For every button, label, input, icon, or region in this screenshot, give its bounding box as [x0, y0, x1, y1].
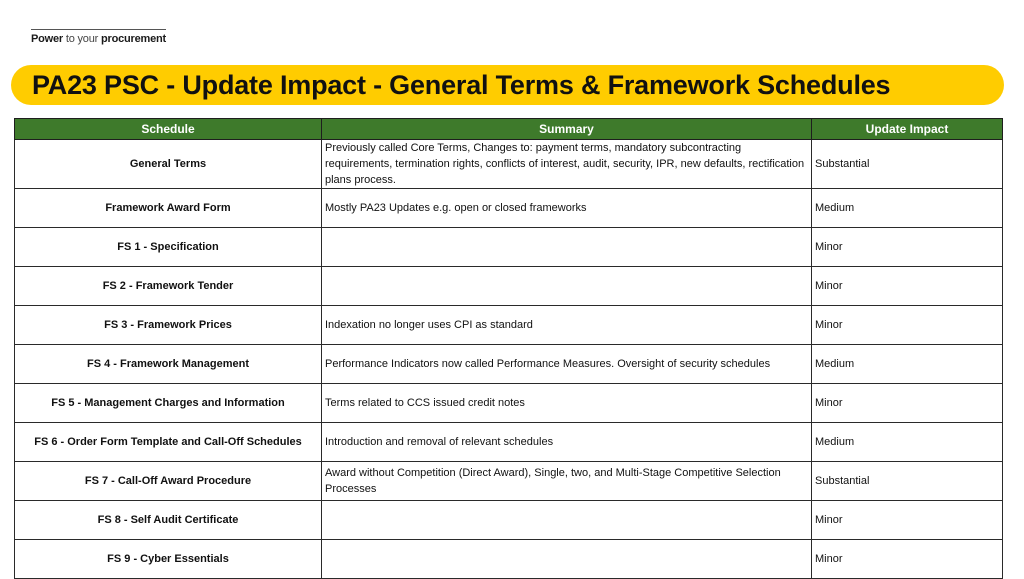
schedule-cell: FS 6 - Order Form Template and Call-Off Schedules	[15, 423, 322, 462]
page-title: PA23 PSC - Update Impact - General Terms & Framework Schedules	[32, 70, 891, 100]
schedule-cell: FS 9 - Cyber Essentials	[15, 540, 322, 579]
table-header-row	[15, 119, 1003, 140]
summary-cell: Indexation no longer uses CPI as standard	[322, 306, 812, 345]
table-row	[15, 423, 1003, 462]
logo	[31, 29, 166, 45]
impact-cell: Minor	[812, 501, 1003, 540]
impact-cell: Medium	[812, 189, 1003, 228]
schedule-cell: FS 1 - Specification	[15, 228, 322, 267]
header-summary: Summary	[322, 119, 812, 140]
table-row	[15, 140, 1003, 189]
logo-power: Power	[31, 33, 64, 45]
impact-cell: Minor	[812, 384, 1003, 423]
summary-cell: Award without Competition (Direct Award), Single, two, and Multi-Stage Competitive Selection Processes	[322, 462, 812, 501]
summary-cell: Performance Indicators now called Performance Measures. Oversight of security schedules	[322, 345, 812, 384]
impact-cell: Substantial	[812, 462, 1003, 501]
schedule-cell: FS 2 - Framework Tender	[15, 267, 322, 306]
schedule-cell: FS 7 - Call-Off Award Procedure	[15, 462, 322, 501]
logo-to-your: to your	[63, 33, 101, 45]
table-row	[15, 306, 1003, 345]
summary-cell: Terms related to CCS issued credit notes	[322, 384, 812, 423]
schedule-cell: General Terms	[15, 140, 322, 189]
table-row	[15, 501, 1003, 540]
header-schedule: Schedule	[15, 119, 322, 140]
summary-cell: Mostly PA23 Updates e.g. open or closed frameworks	[322, 189, 812, 228]
impact-cell: Minor	[812, 228, 1003, 267]
summary-cell	[322, 267, 812, 306]
impact-cell: Minor	[812, 267, 1003, 306]
summary-cell: Introduction and removal of relevant schedules	[322, 423, 812, 462]
summary-cell	[322, 540, 812, 579]
impact-cell: Medium	[812, 345, 1003, 384]
table-row	[15, 384, 1003, 423]
impact-cell: Medium	[812, 423, 1003, 462]
table-row	[15, 228, 1003, 267]
impact-cell: Substantial	[812, 140, 1003, 189]
schedule-cell: FS 5 - Management Charges and Information	[15, 384, 322, 423]
impact-table	[14, 118, 1003, 579]
impact-cell: Minor	[812, 306, 1003, 345]
table-row	[15, 345, 1003, 384]
header-update-impact: Update Impact	[812, 119, 1003, 140]
summary-cell: Previously called Core Terms, Changes to: payment terms, mandatory subcontracting requirements, termination rights, conflicts of interest, audit, security, IPR, new defaults, rectification plans process.	[322, 140, 812, 189]
table-row	[15, 189, 1003, 228]
schedule-cell: FS 8 - Self Audit Certificate	[15, 501, 322, 540]
table-row	[15, 540, 1003, 579]
schedule-cell: FS 4 - Framework Management	[15, 345, 322, 384]
title-bar	[11, 65, 1004, 105]
schedule-cell: FS 3 - Framework Prices	[15, 306, 322, 345]
table-row	[15, 267, 1003, 306]
schedule-cell: Framework Award Form	[15, 189, 322, 228]
impact-cell: Minor	[812, 540, 1003, 579]
table-row	[15, 462, 1003, 501]
logo-procurement: procurement	[100, 33, 167, 45]
summary-cell	[322, 228, 812, 267]
summary-cell	[322, 501, 812, 540]
